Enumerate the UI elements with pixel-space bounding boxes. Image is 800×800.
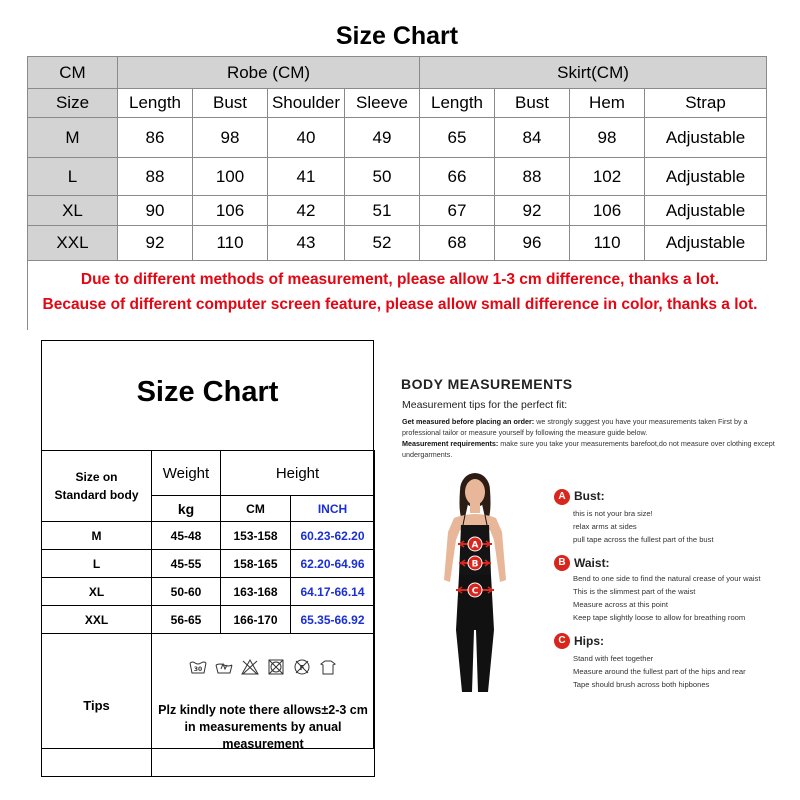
table-cell: 41: [268, 158, 345, 196]
weight-cell: 56-65: [152, 606, 221, 634]
skirt-bust-header: Bust: [495, 89, 570, 118]
tips-label: Tips: [42, 634, 152, 777]
height-inch-cell: 65.35-66.92: [291, 606, 375, 634]
table-cell: Adjustable: [645, 118, 767, 158]
height-cm-cell: 158-165: [221, 550, 291, 578]
table-cell: 102: [570, 158, 645, 196]
figure-mark-a: A: [471, 540, 479, 551]
robe-header: Robe (CM): [118, 57, 420, 89]
size-cell: XXL: [28, 226, 118, 261]
table-cell: 49: [345, 118, 420, 158]
measurement-note: Due to different methods of measurement, please allow 1-3 cm difference, thanks a lot.: [80, 271, 720, 288]
size-cell: L: [42, 550, 152, 578]
waist-tip: Bend to one side to find the natural crease of your waist: [573, 574, 761, 583]
table-cell: Adjustable: [645, 196, 767, 226]
table-cell: 106: [570, 196, 645, 226]
header-row-2: [28, 89, 767, 118]
size-cell: XXL: [42, 606, 152, 634]
body-measurements-subtitle: Measurement tips for the perfect fit:: [402, 399, 568, 411]
table-cell: 90: [118, 196, 193, 226]
table-cell: 84: [495, 118, 570, 158]
wash-30-icon: [189, 658, 207, 676]
cm-unit: CM: [221, 496, 291, 522]
iron-low-icon: [319, 658, 337, 676]
table-cell: 88: [118, 158, 193, 196]
table-cell: Adjustable: [645, 158, 767, 196]
table-cell: 65: [420, 118, 495, 158]
body-size-table: [41, 450, 375, 777]
hips-tip: Tape should brush across both hipbones: [573, 680, 710, 689]
table-cell: 42: [268, 196, 345, 226]
table-cell: 66: [420, 158, 495, 196]
weight-header: Weight: [152, 451, 221, 496]
table-cell: 92: [495, 196, 570, 226]
table-cell: 52: [345, 226, 420, 261]
table-row: [28, 118, 767, 158]
measure-before-order-label: Get measured before placing an order:: [402, 417, 535, 426]
tip-line-2: in measurements by anual: [184, 719, 342, 734]
table-cell: 92: [118, 226, 193, 261]
table-cell: 110: [193, 226, 268, 261]
table-row: [42, 578, 375, 606]
size-cell: L: [28, 158, 118, 196]
size-label-line1: Size on: [75, 470, 118, 484]
table-row: [28, 158, 767, 196]
bust-title: Bust:: [574, 489, 605, 503]
height-inch-cell: 64.17-66.14: [291, 578, 375, 606]
table-cell: 86: [118, 118, 193, 158]
skirt-length-header: Length: [420, 89, 495, 118]
body-size-chart-title: Size Chart: [136, 376, 279, 408]
tip-line-3: measurement: [222, 736, 304, 751]
svg-text:30: 30: [193, 665, 203, 673]
bust-tip: pull tape across the fullest part of the bust: [573, 535, 714, 544]
skirt-strap-header: Strap: [645, 89, 767, 118]
skirt-hem-header: Hem: [570, 89, 645, 118]
hips-title: Hips:: [574, 634, 604, 648]
measurement-requirements-body: make sure you take your measurements barefoot,do not measure over clothing except undergarments.: [402, 439, 775, 459]
size-cell: M: [28, 118, 118, 158]
table-cell: 106: [193, 196, 268, 226]
tips-row: [42, 634, 375, 777]
inch-unit: INCH: [291, 496, 375, 522]
table-cell: 68: [420, 226, 495, 261]
tips-content: [152, 634, 375, 777]
size-header: Size: [28, 89, 118, 118]
table-row: [42, 606, 375, 634]
measure-before-order-body: we strongly suggest you have your measurements taken First by a professional tailor or measure yourself by following the measure guide below.: [402, 417, 748, 437]
cm-header: CM: [28, 57, 118, 89]
robe-bust-header: Bust: [193, 89, 268, 118]
color-note: Because of different computer screen feature, please allow small difference in color, thanks a lot.: [42, 296, 758, 313]
figure-mark-c: C: [471, 586, 479, 597]
kg-unit: kg: [152, 496, 221, 522]
table-cell: 67: [420, 196, 495, 226]
svg-text:F: F: [299, 663, 305, 672]
table-cell: 50: [345, 158, 420, 196]
body-measurements-title: BODY MEASUREMENTS: [401, 376, 573, 392]
waist-tip: Keep tape slightly loose to allow for breathing room: [573, 613, 746, 622]
no-tumble-dry-icon: [267, 658, 285, 676]
no-bleach-icon: [241, 658, 259, 676]
weight-cell: 45-48: [152, 522, 221, 550]
weight-cell: 45-55: [152, 550, 221, 578]
size-label-line2: Standard body: [54, 488, 139, 502]
bust-tip: this is not your bra size!: [573, 509, 653, 518]
measure-before-order-text: [402, 416, 782, 438]
table-cell: 98: [570, 118, 645, 158]
table-row: [28, 226, 767, 261]
table-cell: 43: [268, 226, 345, 261]
size-cell: XL: [28, 196, 118, 226]
hand-wash-icon: [215, 658, 233, 676]
waist-title: Waist:: [574, 556, 610, 570]
no-dry-clean-icon: [293, 658, 311, 676]
skirt-header: Skirt(CM): [420, 57, 767, 89]
robe-sleeve-header: Sleeve: [345, 89, 420, 118]
table-cell: 51: [345, 196, 420, 226]
robe-length-header: Length: [118, 89, 193, 118]
header-row: [42, 451, 375, 496]
bust-badge: A: [554, 489, 570, 505]
size-cell: XL: [42, 578, 152, 606]
size-cell: M: [42, 522, 152, 550]
waist-tip: This is the slimmest part of the waist: [573, 587, 696, 596]
model-figure-illustration: [420, 470, 530, 695]
robe-shoulder-header: Shoulder: [268, 89, 345, 118]
hips-tip: Measure around the fullest part of the hips and rear: [573, 667, 746, 676]
tip-line-1: Plz kindly note there allows±2-3 cm: [158, 702, 368, 717]
measurement-requirements-text: [402, 438, 782, 460]
table-cell: 100: [193, 158, 268, 196]
table-row: [42, 550, 375, 578]
waist-tip: Measure across at this point: [573, 600, 668, 609]
weight-cell: 50-60: [152, 578, 221, 606]
height-inch-cell: 62.20-64.96: [291, 550, 375, 578]
hips-tip: Stand with feet together: [573, 654, 654, 663]
table-cell: Adjustable: [645, 226, 767, 261]
height-cm-cell: 163-168: [221, 578, 291, 606]
bust-tip: relax arms at sides: [573, 522, 637, 531]
waist-badge: B: [554, 555, 570, 571]
height-header: Height: [221, 451, 375, 496]
figure-mark-b: B: [471, 559, 479, 570]
table-cell: 88: [495, 158, 570, 196]
robe-skirt-size-table: [27, 56, 767, 261]
header-row-1: [28, 57, 767, 89]
table-cell: 98: [193, 118, 268, 158]
height-cm-cell: 166-170: [221, 606, 291, 634]
size-on-standard-body-header: [42, 451, 152, 522]
table-cell: 40: [268, 118, 345, 158]
hips-badge: C: [554, 633, 570, 649]
top-chart-title: Size Chart: [335, 22, 459, 50]
table-row: [42, 522, 375, 550]
table-cell: 110: [570, 226, 645, 261]
height-inch-cell: 60.23-62.20: [291, 522, 375, 550]
measurement-requirements-label: Measurement requirements:: [402, 439, 499, 448]
height-cm-cell: 153-158: [221, 522, 291, 550]
care-icons: [152, 658, 374, 676]
table-cell: 96: [495, 226, 570, 261]
table-row: [28, 196, 767, 226]
